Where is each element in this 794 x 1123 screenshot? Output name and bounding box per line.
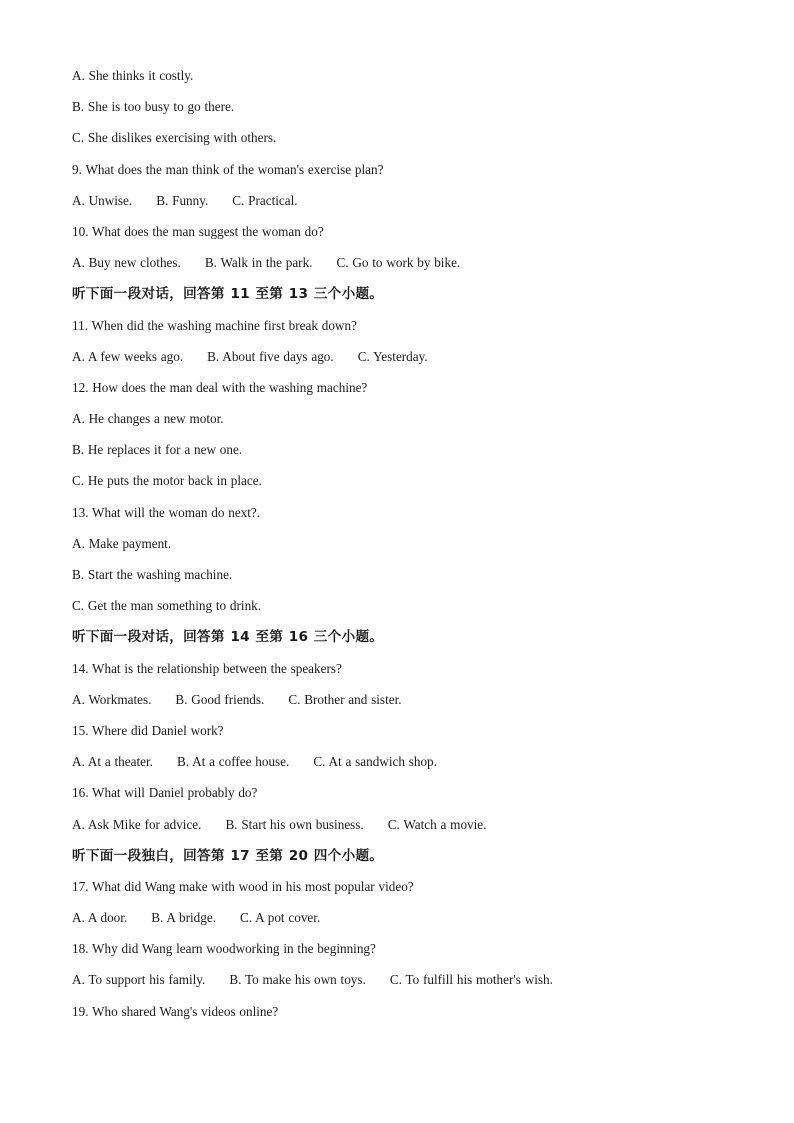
question-text: 12. How does the man deal with the washing machine? — [72, 379, 368, 395]
answer-option: C. At a sandwich shop. — [313, 754, 437, 770]
answer-option: B. Start his own business. — [225, 816, 364, 832]
question-text: 11. When did the washing machine first break down? — [72, 317, 357, 333]
answer-option-line: A. Make payment. — [72, 535, 172, 551]
answer-option: A. A few weeks ago. — [72, 348, 184, 364]
answer-options-row — [72, 191, 752, 222]
question-text: 10. What does the man suggest the woman do? — [72, 223, 324, 239]
answer-option: B. At a coffee house. — [176, 754, 290, 770]
answer-option: C. Practical. — [232, 192, 298, 208]
section-instruction: 听下面一段对话，回答第 11 至第 13 三个小题。 — [72, 286, 384, 303]
question-text: 16. What will Daniel probably do? — [72, 785, 258, 801]
answer-option-line: B. She is too busy to go there. — [72, 99, 235, 115]
question-text: 17. What did Wang make with wood in his most popular video? — [72, 878, 414, 894]
section-instruction: 听下面一段对话，回答第 14 至第 16 三个小题。 — [72, 629, 384, 646]
answer-option: C. Go to work by bike. — [336, 255, 461, 271]
answer-options-row — [72, 908, 752, 939]
answer-option: C. A pot cover. — [239, 910, 321, 926]
answer-option: A. A door. — [72, 910, 128, 926]
question-text: 19. Who shared Wang's videos online? — [72, 1003, 279, 1019]
answer-option: B. About five days ago. — [207, 348, 334, 364]
answer-options-row — [72, 253, 752, 284]
question-text: 18. Why did Wang learn woodworking in the beginning? — [72, 941, 376, 957]
answer-option: C. Watch a movie. — [387, 816, 487, 832]
answer-option-line: A. He changes a new motor. — [72, 411, 224, 427]
question-text: 13. What will the woman do next?. — [72, 504, 261, 520]
answer-option-line: C. Get the man something to drink. — [72, 598, 262, 614]
answer-option-line: C. She dislikes exercising with others. — [72, 130, 277, 146]
question-text: 14. What is the relationship between the speakers? — [72, 660, 342, 676]
answer-option: A. Workmates. — [72, 691, 152, 707]
answer-option: B. Walk in the park. — [204, 255, 313, 271]
section-instruction: 听下面一段独白，回答第 17 至第 20 四个小题。 — [72, 847, 384, 864]
answer-options-row — [72, 815, 752, 846]
answer-option-line: A. She thinks it costly. — [72, 68, 194, 83]
answer-option: B. Good friends. — [175, 691, 265, 707]
answer-options-row — [72, 347, 752, 378]
answer-option-line: B. Start the washing machine. — [72, 567, 233, 582]
answer-option: C. Brother and sister. — [288, 691, 402, 707]
answer-option: A. Buy new clothes. — [72, 255, 181, 271]
answer-option: C. Yesterday. — [357, 348, 428, 364]
answer-option: A. To support his family. — [72, 972, 206, 988]
question-text: 9. What does the man think of the woman's exercise plan? — [72, 161, 384, 177]
answer-option-line: B. He replaces it for a new one. — [72, 442, 243, 458]
document-page — [72, 66, 752, 1033]
answer-option: A. Ask Mike for advice. — [72, 816, 202, 832]
answer-option: B. To make his own toys. — [229, 972, 366, 988]
answer-option: C. To fulfill his mother's wish. — [389, 972, 553, 988]
answer-options-row — [72, 752, 752, 783]
answer-option: B. A bridge. — [151, 910, 216, 926]
answer-option: B. Funny. — [156, 192, 209, 208]
answer-option-line: C. He puts the motor back in place. — [72, 473, 262, 489]
answer-option: A. At a theater. — [72, 754, 153, 770]
answer-options-row — [72, 970, 752, 1001]
answer-options-row — [72, 690, 752, 721]
answer-option: A. Unwise. — [72, 192, 133, 208]
question-text: 15. Where did Daniel work? — [72, 722, 224, 738]
